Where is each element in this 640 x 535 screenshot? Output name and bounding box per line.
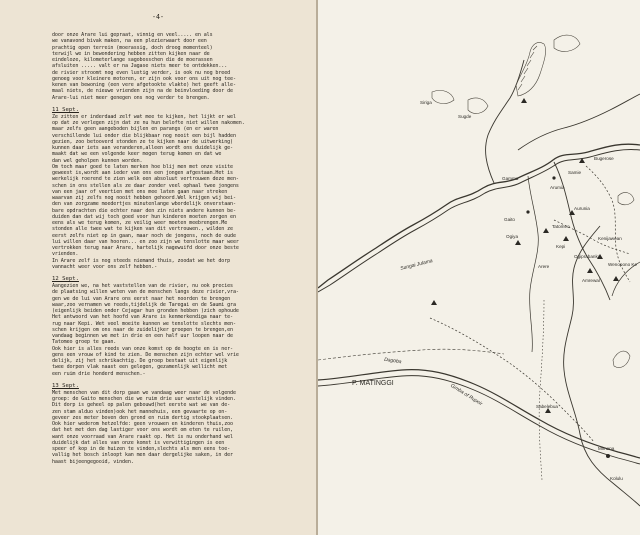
text-line: we vanavond bivak maken, na een plezierwaart door een [52,38,207,45]
text-line: vrienden. [52,251,79,258]
text-line: (eigenlijk beiden onder Cejagar hun gronden hebben )zich ophoude [52,308,239,314]
text-line: twee dorpen vlak naast een gelegen, gezamenlijk wellicht met [52,364,228,371]
map-label: Tatomeo [552,224,570,229]
text-line: afsluiten ..... valt er na Jagase niets meer te ontdekken... [52,63,228,70]
map-label: Sabelebua [536,404,558,409]
text-line: de plaatsing willen weten van de menschen langs deze rivier,vra- [52,289,239,296]
text-line: de rivier stroomt nog even lustig verder, is ook nu nog breed [52,69,231,76]
text-line: rug naar Kepi. Wet veel moeite kunnen we tenslotte slechts men- [52,320,236,327]
map-label: Amrewal [582,278,600,283]
text-line: den van zorgzame moedertjes minutenlange wbordelijk onverstaan- [52,201,236,208]
text-line: dan wel geholpen kunnen worden. [52,157,143,164]
date-heading: 11 Sept. [52,106,79,113]
map-label: Kolulu [610,476,623,481]
text-line: kunnen daar iets aan veranderen,alleen wordt ons duidelijk ge- [52,145,233,151]
map-label: Arere [538,264,550,269]
text-line: maar zelfs geen aangeboden bijlen en parangs (en er waren [52,126,219,133]
map-label: Samie [568,170,582,175]
text-line: Dit dorp is geheel op palen gebouwd(het eerste wat we van de- [52,402,231,409]
text-line: dat het met den dag lastiger voor ons wordt om eten te ruilen, [52,427,233,434]
map-label: Ogiya [506,234,519,239]
text-line: terwijl we in bewondering hebben zitten kijken naar de [52,50,210,57]
text-line: groep: de Gaito menschen die we ruim drie uur westelijk vinden. [52,396,236,402]
text-line: Om toch maar goed te laten merken hoe blij men met onze visite [52,163,233,170]
text-line: vandaag beginnen we met in drie en een half uur loopen naar de [52,333,233,339]
text-line: vannacht weer voor ons zelf hebben.- [52,263,158,270]
text-line: Met menschen van dit dorp gaan we vandaag weer naar de volgende [52,389,236,396]
text-line: Aangezien we, na het vaststellen van de rivier, nu ook precies [52,283,233,289]
map-label-island: P. MATINGGI [352,380,394,387]
text-line: geveer zes meter boven den grond en ruim dertig stookplaatsen. [52,414,233,421]
text-line: maal niets, de nieuwe vrienden zijn na de beinvloeding door de [52,88,233,95]
text-line: kenen van bewoning (een vere afgetookte vlakte) het geeft alle- [52,82,236,88]
text-line: Ook hier is alles reeds van onze komst op de hoogte en is ner- [52,345,233,352]
map-label: Wenopono Ke [608,262,638,267]
text-block [52,283,312,377]
date-heading: 12 Sept. [52,276,79,282]
text-line: want onze voorraad van Arare raakt op. Het is nu onderhand wel [52,433,233,440]
map-label: Sungai Julama [399,258,434,272]
text-line: gezien, zoo betooverd stonden ze te kijken naar de uitwerking) [52,138,233,145]
map-label: Aurunia [574,206,590,211]
text-line: genoeg voor kleinere motoren, er zijn ook voor ons uit nog tee- [52,75,236,82]
map-label: Ogiprabanka [574,254,601,259]
text-line: Ook hier wederom hetzelfde: geen vrouwen en kinderen thuis,zoo [52,421,233,427]
map-label: Gaito [504,217,515,222]
text-line: delijk, zij het schrikachtig. De groep bestaat uit eigenlijk [52,358,228,364]
text-line: geweest is,wordt aan ieder van ons een jongen afgestaan.Het is [52,170,233,176]
page-number: -4- [152,13,164,21]
text-line: haast bijeengegooid, vinden. [52,458,134,465]
text-line: Arare-lui niet meer genegen ons nog verder te brengen. [52,94,210,101]
map-label: Arumia [550,185,565,190]
text-line: een ruim drie honderd menschen.- [52,370,146,377]
text-line: eens als we terug komen, ze veilig weer moeten meebrengen.Me [52,220,228,226]
text-line: eindeloze, kilometerlange sagobosschen die de moerassen [52,57,213,63]
river-map [318,0,640,535]
map-label: Dagoba [383,356,402,366]
text-block [52,390,312,465]
map-label: Mimena [598,446,615,451]
text-line: op dat ze verlegen zijn dat ze nu hun belofte niet willen nakomen. [52,120,245,126]
text-line: gen we de lui van Arare ons eerst naar het noorden te brengen [52,295,231,302]
text-line: vallig het bosch inloopt kan men daar dergelijke saken, in der [52,452,233,459]
text-line: bare opdrachten die echter naar den zin niets andere kunnen be- [52,207,236,214]
date-heading: 13 Sept. [52,382,79,389]
text-line: speer of kop in de huizen te vinden,slechts als men eens toe- [52,446,231,452]
text-line: prachtig open terrein (moerassig, doch droog momenteel) [52,44,213,51]
map-label: Sugde [458,114,472,119]
text-block [52,114,312,270]
text-block [52,32,312,101]
map-label: Bugerose [594,156,614,161]
text-line: van een jaar of veertien met ons mee laten gaan naar streken [52,188,228,195]
text-line: zen stam alduo vinden)ook het mannehuis, een gevaarte op on- [52,408,228,415]
document-page [0,0,316,535]
text-line: werkelijk roerend te zien welk een absoluut vertrouwen deze men- [52,176,239,183]
text-line: Ze zitten er inderdaad zelf wat mee te kijken, het lijkt er wel [52,113,236,120]
map-label: Siriga [420,100,432,105]
text-line: waarvan zij zelfs nog nooit hebben gehoord.Wel krijgen wij bei- [52,195,236,201]
text-line: duiden dan dat wij toch goed voor hun kinderen moeten zorgen en [52,213,236,220]
text-line: maakt dat we een volgende keer mogen terug komen en dat we [52,151,222,158]
text-line: stonden alle twee wat te kijken van dit vertrouwen., wilden ze [52,226,233,233]
text-line: Tatomeo groep te gaan. [52,339,117,346]
map-page [318,0,640,535]
text-line: door onze Arare lui gepraat, vinnig en veel..... en als [52,32,213,38]
text-line: Het antwoord van het hoofd van Arare is kenmerkendiga naar te- [52,314,233,321]
text-line: verschillende lui onder die blijkbaar nog nooit een bijl hadden [52,132,236,139]
map-label: Kenijawean [598,236,622,241]
text-line: schen krijgen om ons naar de zuidelijker groepen te brengen,en [52,326,233,333]
text-line: duidelijk dat alles van onze komst is verwittigingen is een [52,439,225,446]
text-line: schen in ons stellen als ze daar zonder veel ophaal twee jongens [52,182,239,189]
text-line: In Arare zelf is nog steeds niemand thuis, zoodat we het dorp [52,257,231,264]
text-line: gens een vrouw of kind te zien. De menschen zijn echter wel vrie [52,351,239,358]
text-line: vertrokken terug naar Arare, hartelijk nagewuifd door onze beste [52,245,239,251]
map-label: Gimba of Rupeir [449,382,484,408]
map-label: Kepi [556,244,566,249]
text-line: lui willen daar van hooren... en zoo zijn we tenslotte maar weer [52,238,239,245]
text-line: eerst zelfs niet op in gaan, maar noch de jongens, noch de oude [52,232,236,239]
map-label: Gamma [502,176,519,181]
text-line: waar,zoo vernamen we reeds,tijdelijk de Taregai en de Saumi gra [52,301,236,308]
